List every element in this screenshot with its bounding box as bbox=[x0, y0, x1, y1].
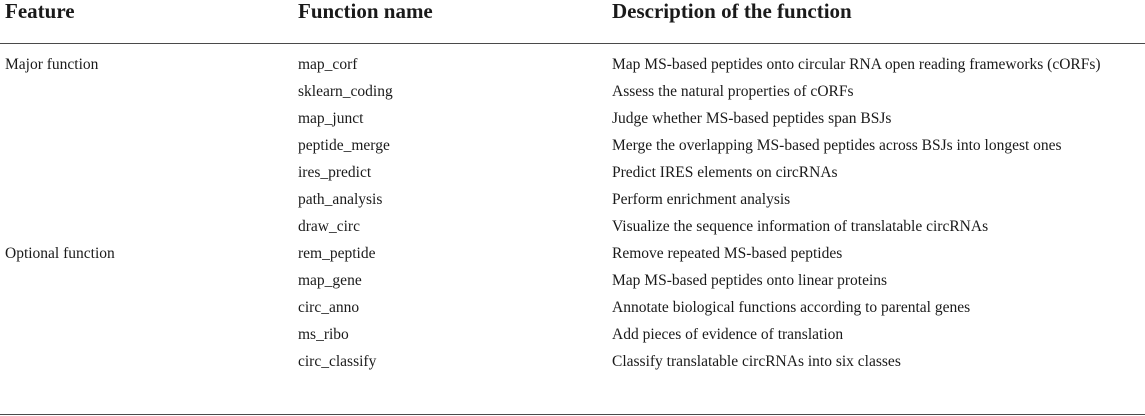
description-cell: Add pieces of evidence of translation bbox=[612, 326, 844, 343]
function-name-cell: map_junct bbox=[298, 110, 364, 127]
table-row bbox=[0, 322, 1145, 348]
feature-cell: Major function bbox=[5, 56, 99, 73]
function-name-cell: ires_predict bbox=[298, 164, 372, 181]
description-cell: Visualize the sequence information of translatable circRNAs bbox=[612, 218, 989, 235]
table-row bbox=[0, 241, 1145, 267]
description-cell: Perform enrichment analysis bbox=[612, 191, 791, 208]
description-cell: Annotate biological functions according to parental genes bbox=[612, 299, 971, 316]
function-name-cell: sklearn_coding bbox=[298, 83, 393, 100]
bottom-rule bbox=[0, 414, 1145, 415]
description-cell: Predict IRES elements on circRNAs bbox=[612, 164, 838, 181]
description-cell: Map MS-based peptides onto circular RNA open reading frameworks (cORFs) bbox=[612, 56, 1101, 73]
header-feature: Feature bbox=[5, 0, 75, 23]
description-cell: Assess the natural properties of cORFs bbox=[612, 83, 854, 100]
function-name-cell: circ_classify bbox=[298, 353, 377, 370]
description-cell: Judge whether MS-based peptides span BSJs bbox=[612, 110, 892, 127]
table-row bbox=[0, 106, 1145, 132]
table-row bbox=[0, 268, 1145, 294]
table-row bbox=[0, 214, 1145, 240]
table-row bbox=[0, 160, 1145, 186]
function-name-cell: ms_ribo bbox=[298, 326, 349, 343]
table-row bbox=[0, 133, 1145, 159]
function-name-cell: peptide_merge bbox=[298, 137, 390, 154]
table-row bbox=[0, 187, 1145, 213]
table-row bbox=[0, 295, 1145, 321]
function-name-cell: draw_circ bbox=[298, 218, 360, 235]
description-cell: Classify translatable circRNAs into six classes bbox=[612, 353, 901, 370]
function-name-cell: map_corf bbox=[298, 56, 358, 73]
function-name-cell: map_gene bbox=[298, 272, 362, 289]
header-function-name: Function name bbox=[298, 0, 433, 23]
function-name-cell: path_analysis bbox=[298, 191, 383, 208]
table-row bbox=[0, 349, 1145, 375]
table-row bbox=[0, 79, 1145, 105]
function-name-cell: rem_peptide bbox=[298, 245, 376, 262]
header-description: Description of the function bbox=[612, 0, 852, 23]
feature-cell: Optional function bbox=[5, 245, 115, 262]
description-cell: Merge the overlapping MS-based peptides across BSJs into longest ones bbox=[612, 137, 1062, 154]
description-cell: Map MS-based peptides onto linear proteins bbox=[612, 272, 888, 289]
header-rule bbox=[0, 43, 1145, 44]
table-row bbox=[0, 52, 1145, 78]
table-header bbox=[0, 0, 1145, 52]
description-cell: Remove repeated MS-based peptides bbox=[612, 245, 843, 262]
function-name-cell: circ_anno bbox=[298, 299, 360, 316]
